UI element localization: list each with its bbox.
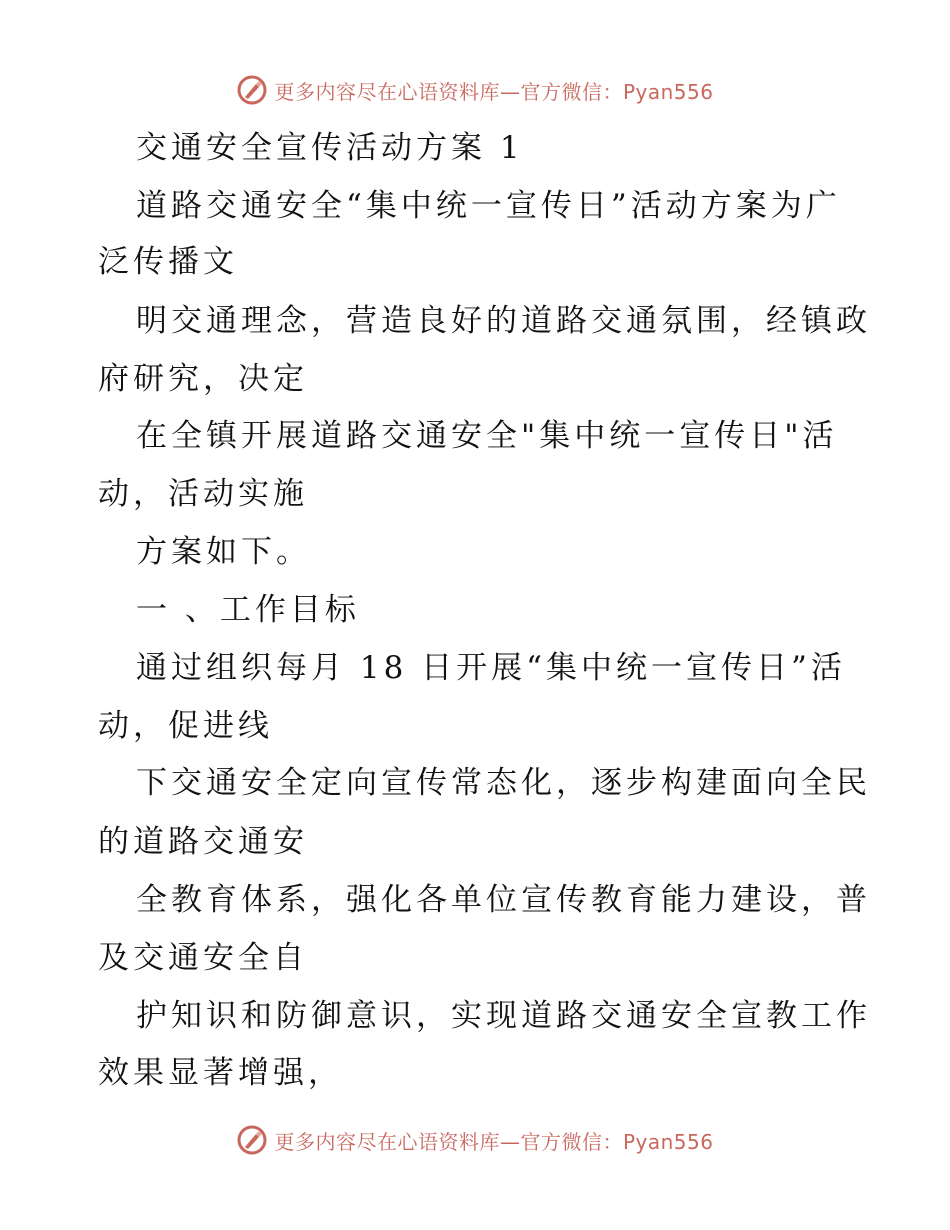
paragraph-line: 道路交通安全“集中统一宣传日”活动方案为广 (136, 188, 841, 224)
paragraph-line: 在全镇开展道路交通安全"集中统一宣传日"活 (136, 418, 838, 454)
footer-watermark (0, 1120, 950, 1160)
watermark-text: 更多内容尽在心语资料库—官方微信：Pyan556 (274, 79, 714, 104)
paragraph-line: 及交通安全自 (98, 940, 308, 976)
pen-logo-icon (236, 1124, 268, 1156)
paragraph-line: 通过组织每月 18 日开展“集中统一宣传日”活 (136, 650, 846, 686)
pen-logo-icon (236, 74, 268, 106)
paragraph-line: 效果显著增强， (98, 1055, 343, 1091)
paragraph-line: 全教育体系，强化各单位宣传教育能力建设，普 (136, 882, 871, 918)
section-heading: 一 、工作目标 (136, 592, 360, 628)
paragraph-line: 动，活动实施 (98, 476, 308, 512)
paragraph-line: 护知识和防御意识，实现道路交通安全宣教工作 (136, 998, 871, 1034)
paragraph-line: 的道路交通安 (98, 824, 308, 860)
doc-title: 交通安全宣传活动方案 1 (136, 130, 524, 166)
paragraph-line: 明交通理念，营造良好的道路交通氛围，经镇政 (136, 303, 871, 339)
paragraph-line: 府研究，决定 (98, 361, 308, 397)
watermark-text: 更多内容尽在心语资料库—官方微信：Pyan556 (274, 1129, 714, 1154)
paragraph-line: 方案如下。 (136, 534, 311, 570)
header-watermark (0, 70, 950, 110)
paragraph-line: 动，促进线 (98, 708, 273, 744)
paragraph-line: 泛传播文 (98, 244, 238, 280)
paragraph-line: 下交通安全定向宣传常态化，逐步构建面向全民 (136, 765, 871, 801)
